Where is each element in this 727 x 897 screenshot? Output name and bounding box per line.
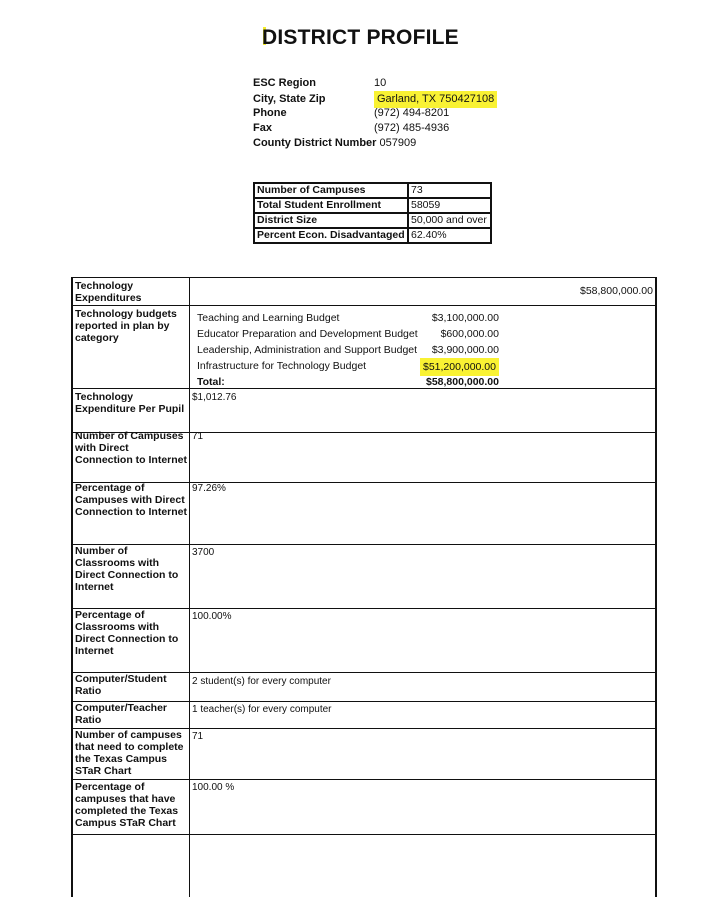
pct-classrooms-label: Percentage of Classrooms with Direct Connection to Internet (75, 609, 179, 657)
pct-campuses-value: 97.26% (192, 483, 226, 494)
budget-name: Educator Preparation and Development Budget (197, 328, 418, 340)
comp-student-value: 2 student(s) for every computer (192, 676, 331, 687)
fax-label: Fax (253, 122, 272, 134)
summary-table (253, 182, 492, 244)
row-divider (73, 779, 655, 780)
county-label: County District Number (253, 137, 377, 149)
pct-classrooms-value: 100.00% (192, 611, 232, 622)
budget-total-label: Total: (197, 376, 225, 388)
phone-label: Phone (253, 107, 287, 119)
row-divider (73, 305, 655, 306)
fax-value: (972) 485-4936 (374, 122, 450, 134)
summary-label: Percent Econ. Disadvantaged (254, 228, 408, 243)
summary-label: District Size (254, 213, 408, 228)
comp-teacher-value: 1 teacher(s) for every computer (192, 704, 332, 715)
summary-label: Number of Campuses (254, 183, 408, 198)
tech-exp-label: Technology Expenditures (75, 280, 142, 304)
table-row (254, 228, 491, 243)
row-divider (73, 388, 655, 389)
row-divider (73, 277, 655, 278)
budget-name: Leadership, Administration and Support Budget (197, 344, 418, 356)
per-pupil-value: $1,012.76 (192, 392, 237, 403)
phone-row (253, 106, 497, 121)
comp-teacher-label: Computer/Teacher Ratio (75, 702, 167, 726)
city-row (253, 91, 497, 106)
county-row (253, 136, 497, 151)
budget-value: $600,000.00 (440, 328, 499, 340)
column-divider (189, 277, 190, 897)
pct-campuses-label: Percentage of Campuses with Direct Connection to Internet (75, 482, 187, 518)
budget-total-value: $58,800,000.00 (426, 376, 499, 388)
county-value: 057909 (379, 137, 417, 149)
classrooms-value: 3700 (192, 547, 215, 558)
budget-item (197, 310, 499, 326)
table-row (254, 213, 491, 228)
campuses-direct-label: Number of Campuses with Direct Connection to Internet (75, 430, 187, 466)
campuses-direct-value: 71 (192, 431, 204, 442)
budget-value: $3,100,000.00 (431, 312, 499, 324)
page-title: DISTRICT PROFILE (262, 26, 459, 49)
tech-exp-value: $58,800,000.00 (580, 285, 653, 297)
budget-item (197, 342, 499, 358)
budgets-label: Technology budgets reported in plan by category (75, 308, 177, 344)
summary-value: 50,000 and over (408, 213, 491, 228)
budget-name: Teaching and Learning Budget (197, 312, 340, 324)
city-label: City, State Zip (253, 93, 326, 105)
district-info (253, 76, 497, 151)
phone-value: (972) 494-8201 (374, 107, 450, 119)
table-row (254, 183, 491, 198)
classrooms-label: Number of Classrooms with Direct Connection to Internet (75, 545, 179, 593)
table-row (254, 198, 491, 213)
budget-item (197, 358, 499, 374)
pct-star-value: 100.00 % (192, 782, 235, 793)
city-value: Garland, TX 750427108 (374, 91, 497, 108)
summary-value: 58059 (408, 198, 491, 213)
budget-list (197, 310, 499, 390)
summary-label: Total Student Enrollment (254, 198, 408, 213)
need-star-value: 71 (192, 731, 204, 742)
esc-row (253, 76, 497, 91)
summary-value: 62.40% (408, 228, 491, 243)
technology-table (71, 277, 657, 897)
budget-name: Infrastructure for Technology Budget (197, 360, 367, 372)
pct-star-label: Percentage of campuses that have completed the Texas Campus STaR Chart (75, 781, 179, 829)
budget-value: $3,900,000.00 (431, 344, 499, 356)
per-pupil-label: Technology Expenditure Per Pupil (75, 391, 185, 415)
budget-item (197, 326, 499, 342)
comp-student-label: Computer/Student Ratio (75, 673, 167, 697)
budget-value: $51,200,000.00 (420, 358, 499, 376)
esc-value: 10 (374, 77, 387, 89)
need-star-label: Number of campuses that need to complete the Texas Campus STaR Chart (75, 729, 184, 777)
summary-value: 73 (408, 183, 491, 198)
esc-label: ESC Region (253, 77, 316, 89)
row-divider (73, 834, 655, 835)
fax-row (253, 121, 497, 136)
